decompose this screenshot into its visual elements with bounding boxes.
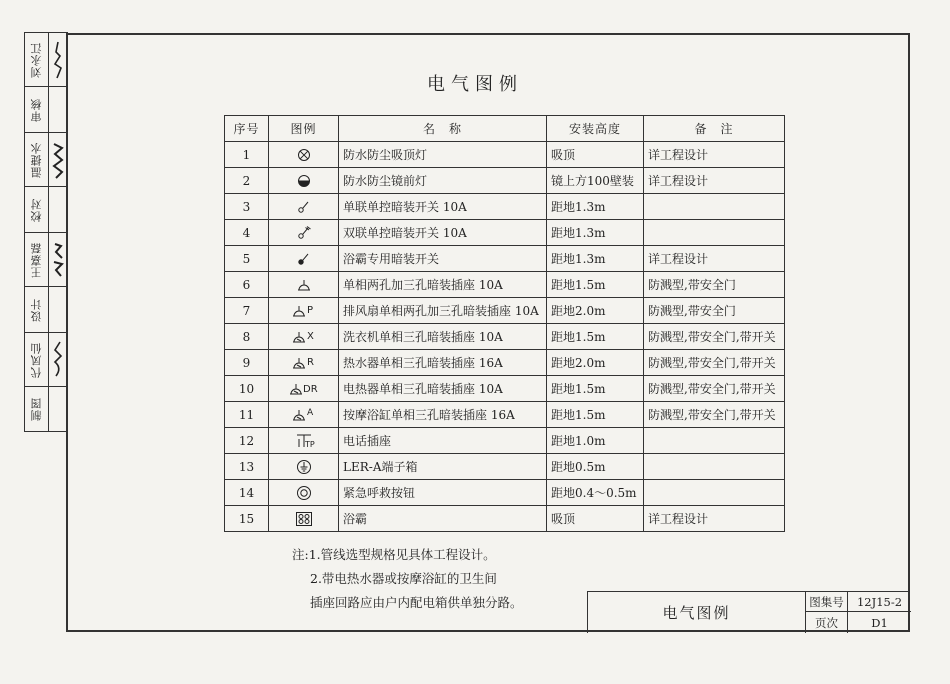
ceiling-light-icon (269, 142, 339, 168)
row-height: 距地1.3m (547, 194, 644, 220)
table-row (225, 272, 785, 298)
row-no: 2 (225, 168, 269, 194)
row-remark (644, 454, 785, 480)
emergency-button-icon (269, 480, 339, 506)
sidebar-role-review: 审核 (29, 97, 43, 122)
table-row (225, 298, 785, 324)
row-height: 吸顶 (547, 506, 644, 532)
row-no: 15 (225, 506, 269, 532)
header-name: 名 称 (339, 116, 547, 142)
socket-p-icon (269, 298, 339, 324)
row-remark: 详工程设计 (644, 142, 785, 168)
row-name: 浴霸 (339, 506, 547, 532)
row-no: 13 (225, 454, 269, 480)
signature-2 (49, 133, 67, 186)
svg-text:P: P (306, 304, 313, 316)
row-no: 11 (225, 402, 269, 428)
row-remark (644, 428, 785, 454)
note-line-2: 2.带电热水器或按摩浴缸的卫生间 (310, 571, 497, 586)
row-height: 距地1.5m (547, 272, 644, 298)
notes (292, 543, 523, 615)
row-height: 吸顶 (547, 142, 644, 168)
svg-text:X: X (306, 330, 314, 342)
sidebar-cell-6 (25, 287, 67, 333)
table-row (225, 480, 785, 506)
row-remark: 防溅型,带安全门 (644, 272, 785, 298)
table-row (225, 246, 785, 272)
row-name: 排风扇单相两孔加三孔暗装插座 10A (339, 298, 547, 324)
page-title: 电气图例 (427, 74, 523, 95)
table-row (225, 142, 785, 168)
signature-3 (49, 233, 67, 286)
sidebar-role-draw: 制图 (29, 397, 43, 421)
row-name: 防水防尘镜前灯 (339, 168, 547, 194)
row-remark: 详工程设计 (644, 506, 785, 532)
socket-x-icon (269, 324, 339, 350)
row-name: 双联单控暗装开关 10A (339, 220, 547, 246)
row-height: 距地2.0m (547, 350, 644, 376)
sidebar-cell-8 (25, 387, 67, 431)
row-no: 9 (225, 350, 269, 376)
row-no: 6 (225, 272, 269, 298)
row-height: 距地1.5m (547, 402, 644, 428)
note-line-3: 插座回路应由户内配电箱供单独分路。 (310, 595, 523, 610)
signature-4 (49, 333, 67, 386)
row-no: 7 (225, 298, 269, 324)
row-no: 10 (225, 376, 269, 402)
row-name: 洗衣机单相三孔暗装插座 10A (339, 324, 547, 350)
row-name: 单相两孔加三孔暗装插座 10A (339, 272, 547, 298)
row-no: 12 (225, 428, 269, 454)
row-remark: 防溅型,带安全门,带开关 (644, 324, 785, 350)
row-no: 14 (225, 480, 269, 506)
table-header-row (225, 116, 785, 142)
sidebar-cell-4 (25, 187, 67, 233)
mirror-light-icon (269, 168, 339, 194)
sidebar-role-design: 设计 (29, 297, 43, 322)
row-remark: 防溅型,带安全门 (644, 298, 785, 324)
page-label: 页次 (806, 612, 848, 633)
table-row (225, 454, 785, 480)
page-number: D1 (871, 615, 888, 630)
row-height: 距地1.3m (547, 220, 644, 246)
header-no: 序号 (225, 116, 269, 142)
row-name: 浴霸专用暗装开关 (339, 246, 547, 272)
row-height: 距地1.5m (547, 376, 644, 402)
header-remark: 备 注 (644, 116, 785, 142)
sidebar-name-2: 温捷水 (29, 141, 43, 178)
row-height: 距地1.0m (547, 428, 644, 454)
row-no: 4 (225, 220, 269, 246)
row-no: 8 (225, 324, 269, 350)
sidebar-name-3: 王嘉磊 (29, 241, 43, 278)
title-block (587, 591, 910, 633)
drawing-name: 电气图例 (588, 592, 806, 633)
socket-r-icon (269, 350, 339, 376)
sidebar-name-1: 刘永江 (29, 41, 43, 78)
socket-dr-icon (269, 376, 339, 402)
svg-text:A: A (306, 407, 313, 418)
row-no: 5 (225, 246, 269, 272)
header-symbol: 图例 (269, 116, 339, 142)
row-height: 距地0.5m (547, 454, 644, 480)
legend-table (224, 115, 785, 532)
table-row (225, 376, 785, 402)
row-remark: 详工程设计 (644, 246, 785, 272)
table-row (225, 402, 785, 428)
socket-icon (269, 272, 339, 298)
double-switch-icon (269, 220, 339, 246)
row-remark: 详工程设计 (644, 168, 785, 194)
row-name: LER-A端子箱 (339, 454, 547, 480)
svg-text:TP: TP (304, 439, 315, 449)
row-remark: 防溅型,带安全门,带开关 (644, 350, 785, 376)
table-row (225, 428, 785, 454)
table-row (225, 324, 785, 350)
row-height: 距地0.4～0.5m (547, 480, 644, 506)
row-no: 1 (225, 142, 269, 168)
svg-text:DR: DR (302, 383, 318, 395)
row-remark: 防溅型,带安全门,带开关 (644, 376, 785, 402)
table-row (225, 168, 785, 194)
header-height: 安装高度 (547, 116, 644, 142)
row-no: 3 (225, 194, 269, 220)
table-row (225, 194, 785, 220)
note-line-1: 注:1.管线选型规格见具体工程设计。 (292, 547, 496, 562)
sidebar-cell-7 (25, 333, 67, 387)
row-height: 距地1.3m (547, 246, 644, 272)
row-remark (644, 220, 785, 246)
row-name: 防水防尘吸顶灯 (339, 142, 547, 168)
single-switch-icon (269, 194, 339, 220)
table-row (225, 350, 785, 376)
sidebar-name-4: 代凤仙 (29, 341, 43, 378)
row-name: 热水器单相三孔暗装插座 16A (339, 350, 547, 376)
row-name: 电热器单相三孔暗装插座 10A (339, 376, 547, 402)
atlas-label: 图集号 (806, 592, 848, 612)
table-row (225, 220, 785, 246)
bath-heater-icon (269, 506, 339, 532)
row-name: 单联单控暗装开关 10A (339, 194, 547, 220)
row-name: 电话插座 (339, 428, 547, 454)
ler-terminal-icon (269, 454, 339, 480)
row-name: 紧急呼救按钮 (339, 480, 547, 506)
socket-a-icon (269, 402, 339, 428)
sidebar-cell-3 (25, 133, 67, 187)
heater-switch-icon (269, 246, 339, 272)
row-remark: 防溅型,带安全门,带开关 (644, 402, 785, 428)
row-remark (644, 480, 785, 506)
svg-text:R: R (306, 356, 314, 368)
sidebar-role-check: 校对 (29, 197, 43, 222)
sidebar-cell-5 (25, 233, 67, 287)
row-height: 距地1.5m (547, 324, 644, 350)
table-row (225, 506, 785, 532)
atlas-number: 12J15-2 (848, 592, 911, 612)
row-height: 距地2.0m (547, 298, 644, 324)
row-name: 按摩浴缸单相三孔暗装插座 16A (339, 402, 547, 428)
row-height: 镜上方100壁装 (547, 168, 644, 194)
row-remark (644, 194, 785, 220)
telephone-socket-icon (269, 428, 339, 454)
